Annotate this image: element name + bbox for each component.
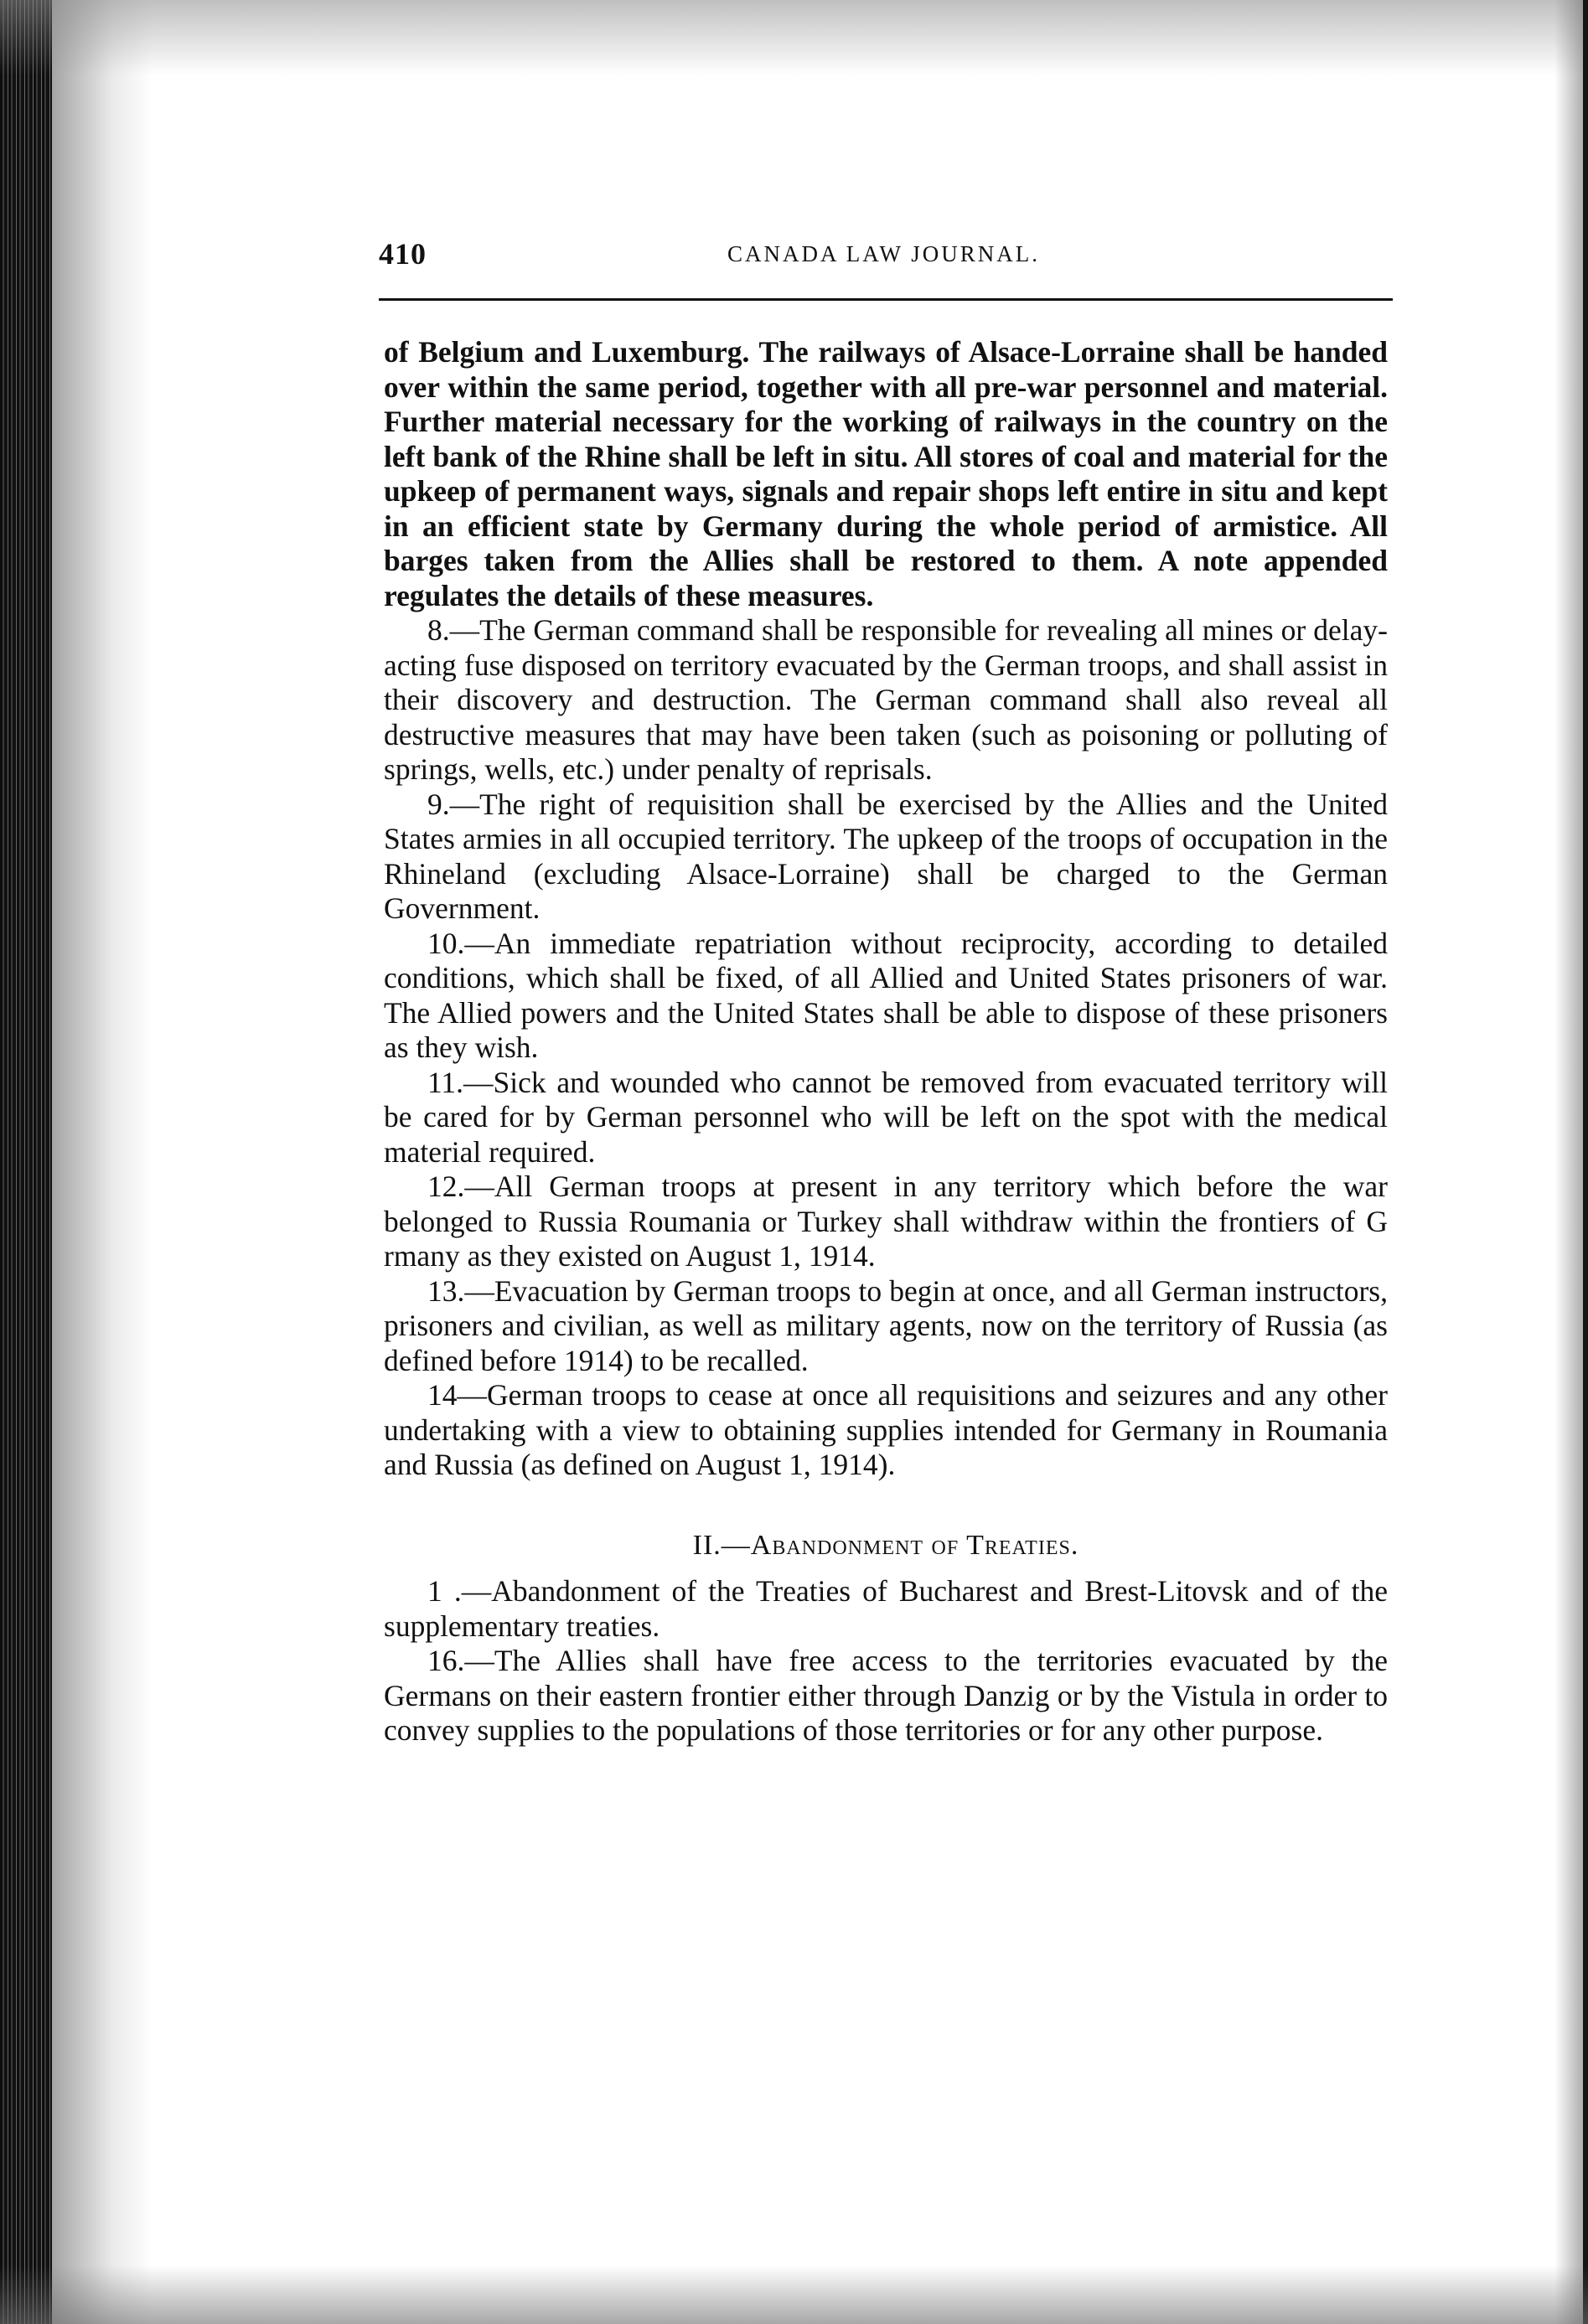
header-rule (379, 298, 1393, 301)
scan-binding-edge (0, 0, 52, 2324)
scan-shadow-left (52, 0, 153, 2324)
paragraph-continued: of Belgium and Luxemburg. The railways of Alsace-Lorraine shall be handed over within the same period, together with all pre-war personnel and material. Further material necessary for the working of railways in the country on the left bank of the Rhine shall be left in situ. All stores of coal and material for the upkeep of permanent ways, signals and repair shops left entire in situ and kept in an efficient state by Germany during the whole period of armistice. All barges taken from the Allies shall be restored to them. A note appended regulates the details of these measures. (384, 335, 1388, 612)
scan-shadow-top (0, 0, 1588, 75)
running-head: CANADA LAW JOURNAL. (727, 241, 1041, 266)
paragraph-article-15: 1 .—Abandonment of the Treaties of Bucharest and Brest-Litovsk and of the supplementary treaties. (384, 1574, 1388, 1643)
section-heading: II.—Abandonment of Treaties. (692, 1529, 1079, 1561)
page-number: 410 (379, 237, 427, 271)
paragraph-article-8: 8.—The German command shall be responsible for revealing all mines or delay-acting fuse disposed on territory evacuated by the German troops, and shall assist in their discovery and destruction. The German command shall also reveal all destructive measures that may have been taken (such as poisoning or polluting of springs, wells, etc.) under penalty of reprisals. (384, 613, 1388, 786)
scan-shadow-bottom (0, 2265, 1588, 2324)
paragraph-article-12: 12.—All German troops at present in any territory which before the war belonged to Russia Roumania or Turkey shall withdraw within the frontiers of G rmany as they existed on August 1, 1914. (384, 1170, 1388, 1273)
paragraph-article-9: 9.—The right of requisition shall be exercised by the Allies and the United States armies in all occupied territory. The upkeep of the troops of occupation in the Rhineland (excluding Alsace-Lorraine) shall be charged to the German Government. (384, 787, 1388, 925)
paragraph-article-14: 14—German troops to cease at once all requisitions and seizures and any other undertaking with a view to obtaining supplies intended for Germany in Roumania and Russia (as defined on August 1, 1914). (384, 1378, 1388, 1481)
paragraph-article-13: 13.—Evacuation by German troops to begin at once, and all German instructors, prisoners and civilian, as well as military agents, now on the territory of Russia (as defined before 1914) to be recalled. (384, 1273, 1388, 1377)
scan-shadow-right (1554, 0, 1588, 2324)
paragraph-article-10: 10.—An immediate repatriation without reciprocity, according to detailed conditions, which shall be fixed, of all Allied and United States prisoners of war. The Allied powers and the United States shall be able to dispose of these prisoners as they wish. (384, 926, 1388, 1064)
paragraph-article-16: 16.—The Allies shall have free access to the territories evacuated by the Germans on their eastern frontier either through Danzig or by the Vistula in order to convey supplies to the populations of those territories or for any other purpose. (384, 1644, 1388, 1747)
page-header (379, 236, 1389, 283)
page-body (384, 335, 1388, 1748)
paragraph-article-11: 11.—Sick and wounded who cannot be removed from evacuated territory will be cared for by German personnel who will be left on the spot with the medical material required. (384, 1065, 1388, 1169)
